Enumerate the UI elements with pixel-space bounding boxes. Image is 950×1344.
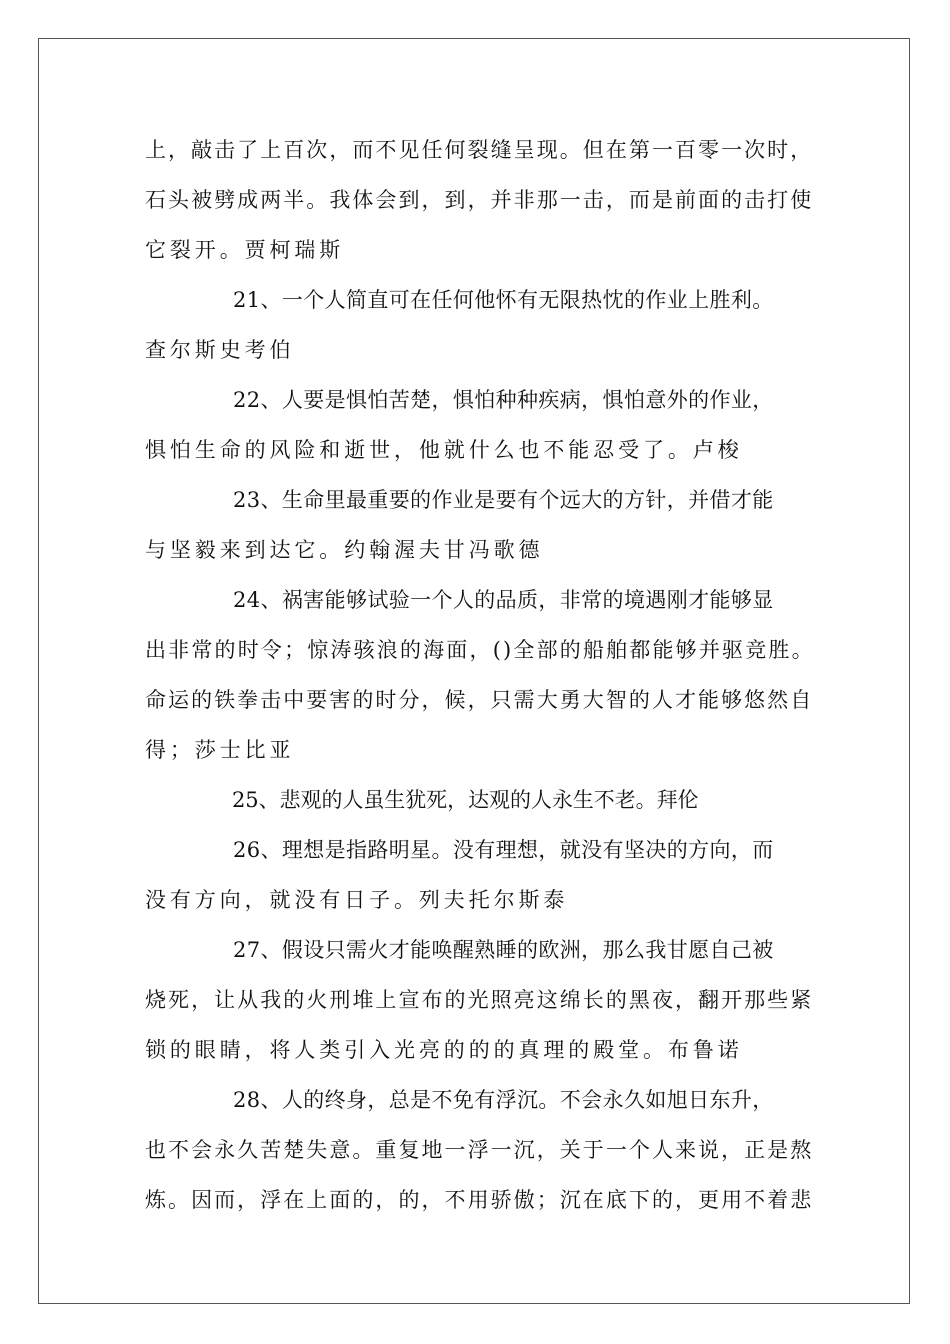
text-line: 炼。因而，浮在上面的，的，不用骄傲；沉在底下的，更用不着悲 bbox=[145, 1188, 814, 1212]
text-line: 24、祸害能够试验一个人的品质，非常的境遇刚才能够显 bbox=[233, 588, 774, 612]
text-line: 23、生命里最重要的作业是要有个远大的方针，并借才能 bbox=[233, 488, 774, 512]
text-line: 锁的眼睛，将人类引入光亮的的的真理的殿堂。布鲁诺 bbox=[145, 1038, 743, 1062]
text-line: 22、人要是惧怕苦楚，惧怕种种疾病，惧怕意外的作业， bbox=[233, 388, 774, 412]
text-line: 没有方向，就没有日子。列夫托尔斯泰 bbox=[145, 888, 569, 912]
text-line: 命运的铁拳击中要害的时分，候，只需大勇大智的人才能够悠然自 bbox=[145, 688, 814, 712]
text-line: 上，敲击了上百次，而不见任何裂缝呈现。但在第一百零一次时， bbox=[145, 138, 814, 162]
text-line: 出非常的时令；惊涛骇浪的海面，()全部的船舶都能够并驱竞胜。 bbox=[145, 638, 815, 662]
text-line: 它裂开。贾柯瑞斯 bbox=[145, 238, 345, 262]
text-line: 27、假设只需火才能唤醒熟睡的欧洲，那么我甘愿自己被 bbox=[233, 938, 774, 962]
text-line: 21、一个人简直可在任何他怀有无限热忱的作业上胜利。 bbox=[233, 288, 774, 312]
text-line: 惧怕生命的风险和逝世，他就什么也不能忍受了。卢梭 bbox=[145, 438, 743, 462]
text-line: 25、悲观的人虽生犹死，达观的人永生不老。拜伦 bbox=[232, 788, 699, 812]
text-line: 查尔斯史考伯 bbox=[145, 338, 295, 362]
page-border bbox=[38, 38, 910, 1304]
text-line: 石头被劈成两半。我体会到，到，并非那一击，而是前面的击打使 bbox=[145, 188, 814, 212]
text-line: 也不会永久苦楚失意。重复地一浮一沉，关于一个人来说，正是熬 bbox=[145, 1138, 814, 1162]
text-line: 与坚毅来到达它。约翰渥夫甘冯歌德 bbox=[145, 538, 544, 562]
text-line: 28、人的终身，总是不免有浮沉。不会永久如旭日东升， bbox=[233, 1088, 774, 1112]
text-line: 烧死，让从我的火刑堆上宣布的光照亮这绵长的黑夜，翻开那些紧 bbox=[145, 988, 814, 1012]
text-line: 得；莎士比亚 bbox=[145, 738, 295, 762]
text-line: 26、理想是指路明星。没有理想，就没有坚决的方向，而 bbox=[233, 838, 774, 862]
